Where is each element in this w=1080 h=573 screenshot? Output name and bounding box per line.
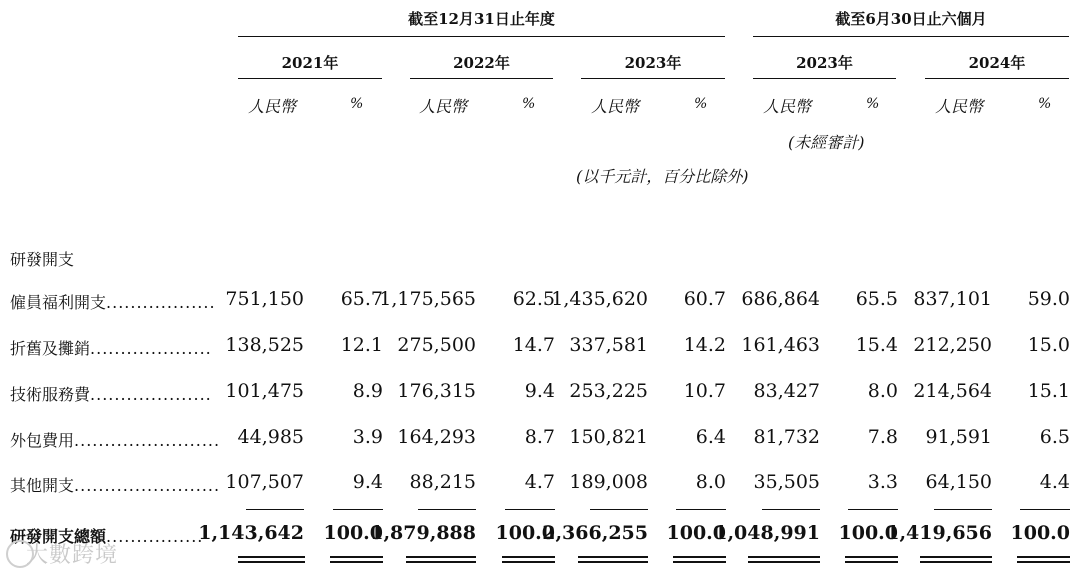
amount-cell: 686,864 — [741, 288, 820, 310]
row-leader-dots: ........................ — [74, 476, 221, 495]
currency-label: 人民幣 — [763, 97, 812, 116]
percent-cell: 9.4 — [524, 380, 555, 402]
year-header: 2024年 — [968, 54, 1026, 72]
header-group-six-months: 截至6月30日止六個月 — [835, 10, 987, 28]
currency-label: 人民幣 — [419, 97, 468, 116]
percent-cell: 14.7 — [512, 334, 555, 356]
year-rule — [581, 78, 725, 79]
year-header: 2022年 — [453, 54, 510, 72]
year-rule — [238, 78, 382, 79]
subtotal-rule — [590, 509, 648, 510]
row-leader-dots: ................ — [106, 527, 204, 546]
subtotal-rule — [762, 509, 820, 510]
row-label-text: 折舊及攤銷 — [10, 339, 91, 358]
percent-cell: 14.2 — [683, 334, 726, 356]
percent-cell: 100.0 — [1010, 522, 1070, 544]
percent-cell: 62.5 — [512, 288, 555, 310]
header-group-rule — [238, 36, 725, 37]
amount-cell: 107,507 — [225, 471, 304, 493]
subtotal-rule — [505, 509, 555, 510]
pct-label: % — [522, 96, 536, 112]
row-leader-dots: .................... — [90, 385, 212, 404]
amount-cell: 253,225 — [569, 380, 648, 402]
amount-cell: 2,366,255 — [542, 522, 648, 544]
amount-cell: 1,175,565 — [379, 288, 476, 310]
percent-cell: 65.5 — [855, 288, 898, 310]
amount-cell: 1,143,642 — [198, 522, 304, 544]
currency-label: 人民幣 — [935, 97, 984, 116]
percent-cell: 8.0 — [695, 471, 726, 493]
unaudited-note: (未經審計) — [788, 133, 865, 152]
amount-cell: 138,525 — [225, 334, 304, 356]
amount-cell: 150,821 — [569, 426, 648, 448]
percent-cell: 7.8 — [867, 426, 898, 448]
amount-cell: 176,315 — [397, 380, 476, 402]
percent-cell: 15.0 — [1027, 334, 1070, 356]
percent-cell: 8.0 — [867, 380, 898, 402]
amount-cell: 1,435,620 — [551, 288, 648, 310]
amount-cell: 751,150 — [225, 288, 304, 310]
amount-cell: 337,581 — [569, 334, 648, 356]
currency-label: 人民幣 — [248, 97, 297, 116]
year-rule — [410, 78, 553, 79]
percent-cell: 4.4 — [1039, 471, 1070, 493]
watermark: 大數跨境 — [26, 543, 119, 568]
percent-cell: 8.9 — [352, 380, 383, 402]
amount-cell: 275,500 — [397, 334, 476, 356]
percent-cell: 6.4 — [695, 426, 726, 448]
total-double-rule — [502, 556, 555, 563]
percent-cell: 100.0 — [323, 522, 383, 544]
row-label-text: 僱員福利開支 — [10, 293, 107, 312]
amount-cell: 212,250 — [913, 334, 992, 356]
row-label — [10, 290, 216, 313]
year-rule — [925, 78, 1069, 79]
year-header: 2023年 — [624, 54, 682, 72]
percent-cell: 100.0 — [495, 522, 555, 544]
amount-cell: 83,427 — [753, 380, 820, 402]
total-double-rule — [1017, 556, 1070, 563]
subtotal-rule — [1020, 509, 1070, 510]
percent-cell: 15.1 — [1027, 380, 1070, 402]
percent-cell: 65.7 — [340, 288, 383, 310]
header-group-rule — [753, 36, 1069, 37]
amount-cell: 1,048,991 — [714, 522, 820, 544]
amount-cell: 1,419,656 — [886, 522, 992, 544]
row-leader-dots: .................... — [90, 339, 212, 358]
currency-label: 人民幣 — [591, 97, 640, 116]
row-label-text: 外包費用 — [10, 431, 75, 450]
subtotal-rule — [676, 509, 726, 510]
percent-cell: 15.4 — [855, 334, 898, 356]
subtotal-rule — [418, 509, 476, 510]
percent-cell: 59.0 — [1027, 288, 1070, 310]
amount-cell: 91,591 — [925, 426, 992, 448]
amount-cell: 837,101 — [913, 288, 992, 310]
total-double-rule — [845, 556, 898, 563]
pct-label: % — [1038, 96, 1052, 112]
header-group-year-end: 截至12月31日止年度 — [408, 10, 555, 28]
total-double-rule — [406, 556, 476, 563]
row-label — [10, 382, 212, 405]
percent-cell: 4.7 — [524, 471, 555, 493]
row-label-text: 其他開支 — [10, 476, 75, 495]
year-header: 2023年 — [796, 54, 853, 72]
amount-cell: 189,008 — [569, 471, 648, 493]
year-rule — [753, 78, 896, 79]
percent-cell: 9.4 — [352, 471, 383, 493]
percent-cell: 3.9 — [352, 426, 383, 448]
row-label — [10, 336, 212, 359]
total-double-rule — [673, 556, 726, 563]
pct-label: % — [866, 96, 880, 112]
amount-cell: 64,150 — [925, 471, 992, 493]
amount-cell: 164,293 — [397, 426, 476, 448]
amount-cell: 161,463 — [741, 334, 820, 356]
percent-cell: 60.7 — [683, 288, 726, 310]
percent-cell: 100.0 — [666, 522, 726, 544]
unit-note: (以千元計，百分比除外) — [576, 167, 749, 186]
total-double-rule — [920, 556, 992, 563]
amount-cell: 88,215 — [409, 471, 476, 493]
percent-cell: 100.0 — [838, 522, 898, 544]
row-label-text: 技術服務費 — [10, 385, 91, 404]
pct-label: % — [350, 96, 364, 112]
total-double-rule — [578, 556, 648, 563]
amount-cell: 214,564 — [913, 380, 992, 402]
percent-cell: 10.7 — [683, 380, 726, 402]
subtotal-rule — [848, 509, 898, 510]
row-label — [10, 428, 220, 451]
subtotal-rule — [246, 509, 304, 510]
total-double-rule — [748, 556, 820, 563]
amount-cell: 81,732 — [753, 426, 820, 448]
amount-cell: 35,505 — [753, 471, 820, 493]
total-double-rule — [330, 556, 383, 563]
subtotal-rule — [934, 509, 992, 510]
subtotal-rule — [333, 509, 383, 510]
row-label-text: 研發開支總額 — [10, 527, 107, 546]
amount-cell: 1,879,888 — [370, 522, 476, 544]
pct-label: % — [694, 96, 708, 112]
percent-cell: 6.5 — [1039, 426, 1070, 448]
percent-cell: 8.7 — [524, 426, 555, 448]
year-header: 2021年 — [281, 54, 339, 72]
amount-cell: 44,985 — [237, 426, 304, 448]
percent-cell: 3.3 — [867, 471, 898, 493]
row-leader-dots: .................. — [106, 293, 216, 312]
percent-cell: 12.1 — [340, 334, 383, 356]
row-leader-dots: ........................ — [74, 431, 221, 450]
total-double-rule — [238, 556, 305, 563]
row-label — [10, 473, 220, 496]
section-title: 研發開支 — [10, 250, 75, 269]
amount-cell: 101,475 — [225, 380, 304, 402]
